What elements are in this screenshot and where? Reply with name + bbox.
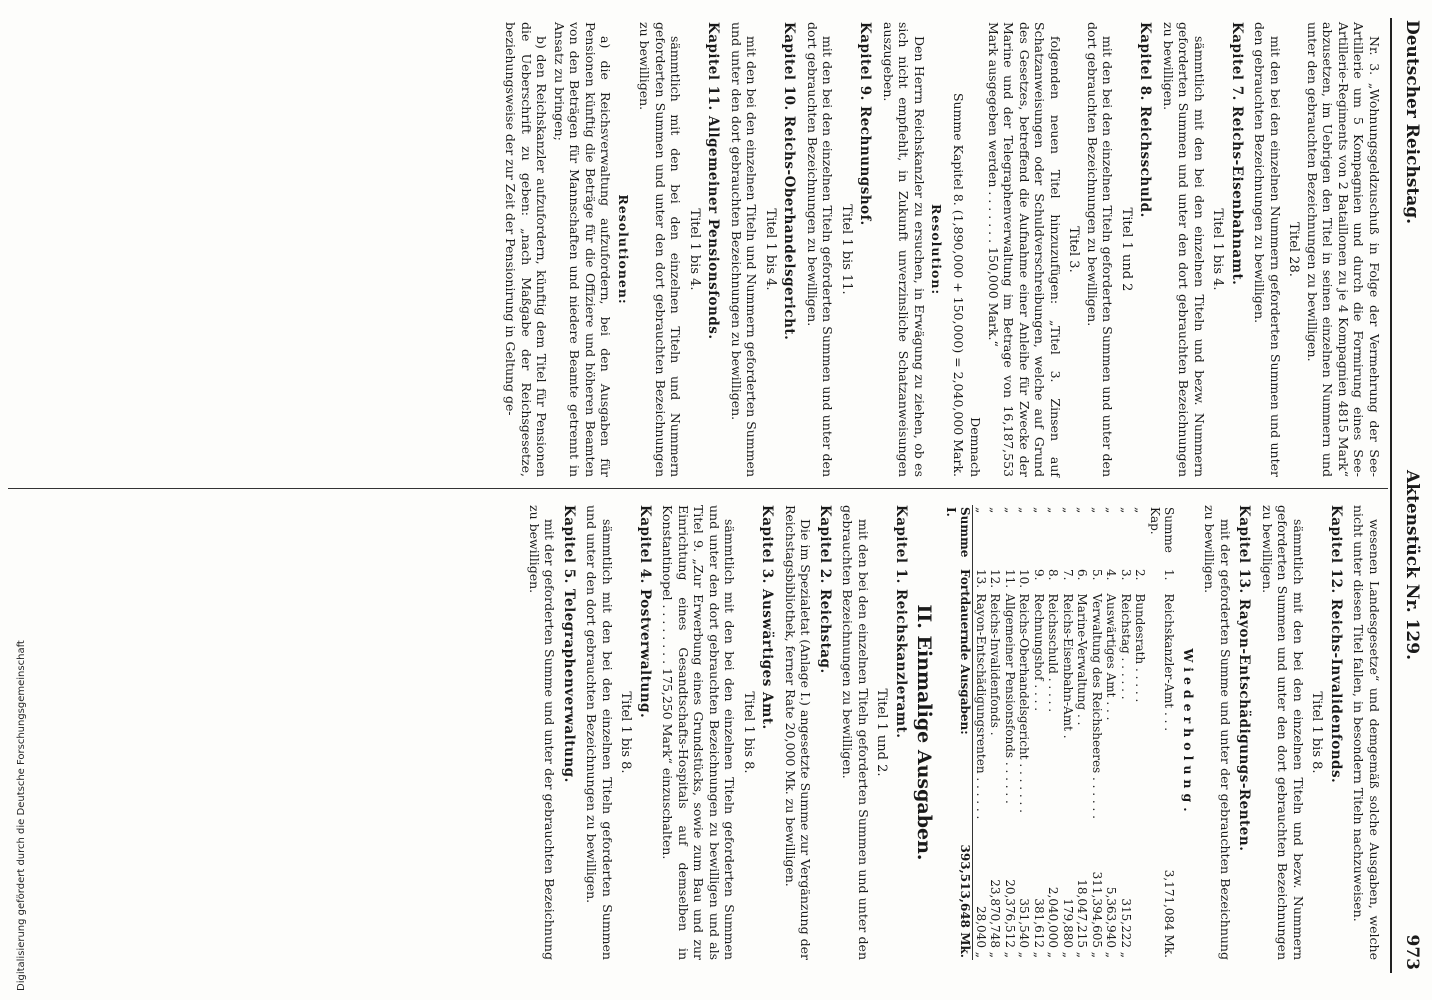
recap-row <box>1032 505 1047 960</box>
recap-label: Summe Kap. <box>1148 507 1177 553</box>
paragraph: wesenen Landesgesetze“ und demgemäß solche Ausgaben, welche nicht unter diesen Titel fallen, in besondern Titeln nachzuweisen. <box>1351 505 1382 960</box>
paragraph: Den Herrn Reichskanzler zu ersuchen, in Erwägung zu ziehen, ob es sich nicht empfiehlt, in Zukunft unverzinsliche Schatzanweisungen auszugeben. <box>881 22 927 477</box>
recap-label: „ <box>974 507 988 514</box>
recap-total-name: Fortdauernde Ausgaben: <box>944 567 974 835</box>
titel-heading: Titel 1 und 2 <box>1119 207 1134 292</box>
recap-heading: Wiederholung. <box>1181 648 1196 817</box>
recap-number: 11. <box>1003 569 1017 589</box>
recap-number: 4. <box>1104 569 1119 581</box>
recap-row <box>1061 505 1076 960</box>
recap-row <box>988 505 1003 960</box>
paragraph: mit den bei den einzelnen Titeln geforderten Summen und unter den gebrauchten Bezeichnungen zu bewilligen. <box>840 505 871 960</box>
paragraph: folgenden neuen Titel hinzuzufügen: „Titel 3. Zinsen auf Schatzanweisungen oder Schuldverschreibungen, welche auf Grund des Gesetzes, betreffend die Aufnahme einer Anleihe für Zwecke der Marine und der Telegraphenverwaltung im Betrage von 16,187,553 Mark ausgegeben werden . . . . . . . 150,000 Mark.“ <box>986 22 1063 477</box>
paragraph: mit der geforderten Summe und unter der gebrauchten Bezeichnung zu bewilligen. <box>527 505 558 960</box>
recap-row <box>1133 505 1148 960</box>
recap-total-amount: 393,513,648 Mk. <box>944 835 974 960</box>
recap-number: 5. <box>1090 569 1104 581</box>
titel-heading: Titel 1 bis 11. <box>839 204 854 295</box>
recap-total-label: Summe I. <box>944 505 974 567</box>
recap-amount: 3,171,084 Mk. <box>1162 869 1177 958</box>
digitization-note: Digitalisierung gefördert durch die Deutsche Forschungsgemeinschaft <box>16 640 27 991</box>
header-center: Aktenstück Nr. 129. <box>1402 470 1422 661</box>
kapitel-heading: Kapitel 4. Postverwaltung. <box>637 505 653 719</box>
paragraph: sämmtlich mit den bei den einzelnen Titeln und bezw. Nummern geforderten Summen und unter den dort gebrauchten Bezeichnungen zu bewilligen. <box>1260 505 1306 960</box>
recap-number: 8. <box>1046 569 1061 581</box>
recap-label: „ <box>1119 507 1133 514</box>
recap-row <box>1046 505 1061 960</box>
left-column <box>501 22 1382 477</box>
header-rule <box>1390 18 1392 973</box>
recap-name: Reichstag . . . . . . <box>1119 593 1133 700</box>
paragraph: Nr. 3. „Wohnungsgeldzuschuß in Folge der Vermehrung der See-Artillerie um 5 Kompagnien und durch die Formirung eines See-Artillerie-Regiments von 2 Bataillonen zu je 4 Kompagnien 4815 Mark“ abzusetzen, im Uebrigen den Titel in seinen einzelnen Nummern und unter den gebrauchten Bezeichnungen zu bewilligen. <box>1305 22 1382 477</box>
recap-name: Reichskanzler-Amt . . . <box>1162 593 1177 732</box>
recap-label: „ <box>1032 507 1046 514</box>
paragraph: mit den bei den einzelnen Nummern geforderten Summen und unter den gebrauchten Bezeichnungen zu bewilligen. <box>1252 22 1283 477</box>
recap-amount: 315,222 „ <box>1119 898 1133 958</box>
titel-heading: Titel 1 und 2. <box>874 688 890 777</box>
recap-row <box>1090 505 1105 960</box>
resolution-heading: Resolution: <box>929 203 945 296</box>
page-number: 973 <box>1402 934 1422 970</box>
paragraph: sämmtlich mit den bei den einzelnen Titeln und bezw. Nummern geforderten Summen und unter den dort gebrauchten Bezeichnungen zu bewilligen. <box>1161 22 1207 477</box>
kapitel-heading: Kapitel 5. Telegraphenverwaltung. <box>561 505 577 783</box>
sum-line: Demnach <box>968 417 984 477</box>
recap-label: „ <box>1133 507 1148 514</box>
titel-heading: Titel 1 bis 8. <box>618 691 634 774</box>
paragraph: sämmtlich mit den bei den einzelnen Titeln geforderten Summen und unter den dort gebrauchten Bezeichnungen zu bewilligen. <box>584 505 615 960</box>
recap-row <box>973 505 988 960</box>
recap-name: Rayon-Entschädigungsrenten . . . . . . <box>974 593 988 820</box>
recap-name: Reichsschuld . . . . . <box>1046 593 1061 713</box>
titel-heading: Titel 1 bis 8. <box>741 691 756 774</box>
kapitel-heading: Kapitel 12. Reichs-Invalidenfonds. <box>1328 505 1344 784</box>
kapitel-heading: Kapitel 8. Reichsschuld. <box>1137 22 1154 218</box>
right-top-blocks <box>1181 505 1383 960</box>
recap-name: Rechnungshof . . . . <box>1032 593 1046 712</box>
recap-name: Auswärtiges Amt . . . <box>1104 593 1119 721</box>
recap-amount: 23,870,748 „ <box>988 879 1003 958</box>
recap-label: „ <box>988 507 1003 514</box>
recap-amount <box>1133 835 1148 960</box>
paragraph: sämmtlich mit den bei den einzelnen Titeln und Nummern geforderten Summen und unter den dort gebrauchten Bezeichnungen zu bewilligen. <box>637 22 684 477</box>
titel-heading: Titel 1 bis 4. <box>1210 208 1226 291</box>
kapitel-heading: Kapitel 10. Reichs-Oberhandelsgericht. <box>781 22 798 341</box>
recap-amount: 18,047,215 „ <box>1075 879 1090 958</box>
recap-amount: 311,394,605 „ <box>1090 871 1104 958</box>
recap-label: „ <box>1090 507 1104 514</box>
section-title: II. Einmalige Ausgaben. <box>913 604 936 861</box>
recap-row <box>1017 505 1032 960</box>
paragraph: mit den bei den einzelnen Titeln und Nummern geforderten Summen und unter den dort gebrauchten Bezeichnungen zu bewilligen. <box>729 22 760 477</box>
resolution-heading: Resolutionen: <box>616 194 631 305</box>
recap-name: Reichs-Invalidenfonds . <box>988 593 1003 736</box>
recap-amount: 20,376,512 „ <box>1003 879 1017 958</box>
recap-amount: 351,540 „ <box>1017 898 1032 958</box>
titel-heading: Titel 28. <box>1286 222 1302 277</box>
paragraph: b) den Reichskanzler aufzufordern, künftig dem Titel für Pensionen die Ueberschrift zu geben: „nach Maßgabe der Reichsgesetze, beziehungsweise der zur Zeit der Pensionirung in Geltung ge- <box>503 22 550 477</box>
recap-name: Reichs-Oberhandelsgericht . . . . . . . <box>1017 593 1032 813</box>
recap-row <box>1119 505 1134 960</box>
running-header <box>1396 20 1422 970</box>
recap-number: 6. <box>1075 569 1090 581</box>
recap-amount: 179,880 „ <box>1061 898 1075 958</box>
recap-number: 1. <box>1162 569 1177 581</box>
recap-row <box>1148 505 1177 960</box>
kapitel-heading: Kapitel 2. Reichstag. <box>817 505 833 674</box>
recap-name: Reichs-Eisenbahn-Amt . <box>1061 593 1075 739</box>
kapitel-heading: Kapitel 7. Reichs-Eisenbahnamt. <box>1229 22 1245 286</box>
paragraph: mit den bei den einzelnen Titeln geforderten Summen und unter den dort gebrauchten Bezeichnungen zu bewilligen. <box>805 22 836 477</box>
recap-number: 7. <box>1061 569 1075 581</box>
kapitel-heading: Kapitel 11. Allgemeiner Pensionsfonds. <box>705 22 722 340</box>
recap-name: Bundesrath . . . . . <box>1133 593 1148 703</box>
kapitel-heading: Kapitel 9. Rechnungshof. <box>857 22 874 226</box>
recap-amount: 28,040 „ <box>974 905 988 958</box>
sum-line: Summe Kapitel 8. (1,890,000 + 150,000) = 2,040,000 Mark. <box>951 92 966 477</box>
recap-total-row <box>944 505 974 960</box>
right-column <box>525 505 1383 960</box>
titel-heading: Titel 1 bis 4. <box>763 208 778 291</box>
paragraph: sämmtlich mit den bei den einzelnen Titeln geforderten Summen und unter den dort gebrauchten Bezeichnungen zu bewilligen und als Titel 9. „Zur Erwerbung eines Grundstücks, sowie zum Bau und zur Einrichtung eines Gesandtschafts-Hospitals auf demselben in Konstantinopel . . . . . . . . 175,250 Mark“ einzuschalten. <box>660 505 738 960</box>
recap-number: 13. <box>974 569 988 589</box>
column-divider <box>8 488 1388 489</box>
paragraph: a) die Reichsverwaltung aufzufordern, bei den Ausgaben für Pensionen künftig die Beträge für die Offiziere und höheren Beamten von den Beträgen für Mannschaften und niedere Beamte getrennt in Ansatz zu bringen; <box>552 22 614 477</box>
recap-label: „ <box>1046 507 1061 514</box>
recap-row <box>1104 505 1119 960</box>
recap-number: 3. <box>1119 569 1133 581</box>
recap-amount: 5,363,940 „ <box>1104 886 1119 958</box>
recap-label: „ <box>1075 507 1090 514</box>
kapitel-heading: Kapitel 1. Reichskanzleramt. <box>893 505 909 739</box>
titel-heading: Titel 3. <box>1066 226 1082 273</box>
recap-table <box>944 505 1177 960</box>
recap-amount: 2,040,000 „ <box>1046 886 1061 958</box>
recap-name: Allgemeiner Pensionsfonds . . . . . . <box>1003 593 1017 804</box>
recap-row <box>1075 505 1090 960</box>
titel-heading: Titel 1 bis 4. <box>687 208 702 291</box>
recap-number: 9. <box>1032 569 1046 581</box>
paragraph: mit den bei den einzelnen Titeln geforderten Summen und unter den dort gebrauchten Bezeichnungen zu bewilligen. <box>1085 22 1116 477</box>
paragraph: mit der geforderten Summe und unter der gebrauchten Bezeichnung zu bewilligen. <box>1202 505 1233 960</box>
header-left: Deutscher Reichstag. <box>1402 20 1422 225</box>
recap-row <box>1003 505 1018 960</box>
recap-number: 10. <box>1017 569 1032 589</box>
kapitel-heading: Kapitel 13. Rayon-Entschädigungs-Renten. <box>1236 505 1253 852</box>
digitization-strip <box>0 606 27 1000</box>
recap-name: Verwaltung des Reichsheeres . . . . . . <box>1090 593 1104 819</box>
right-bottom-blocks <box>527 505 909 960</box>
recap-label: „ <box>1017 507 1032 514</box>
recap-name: Marine-Verwaltung . . <box>1075 593 1090 726</box>
kapitel-heading: Kapitel 3. Auswärtiges Amt. <box>759 505 776 730</box>
titel-heading: Titel 1 bis 8. <box>1309 691 1325 774</box>
paragraph: Die im Spezialetat (Anlage I.) angesetzte Summe zur Vergänzung der Reichstagsbibliothek, ferner Rate 20,000 Mk. zu bewilligen. <box>783 505 814 960</box>
recap-amount: 381,612 „ <box>1032 898 1046 958</box>
recap-label: „ <box>1003 507 1017 514</box>
recap-label: „ <box>1061 507 1075 514</box>
recap-number: 12. <box>988 569 1003 589</box>
recap-label: „ <box>1104 507 1119 514</box>
recap-number: 2. <box>1133 569 1148 581</box>
